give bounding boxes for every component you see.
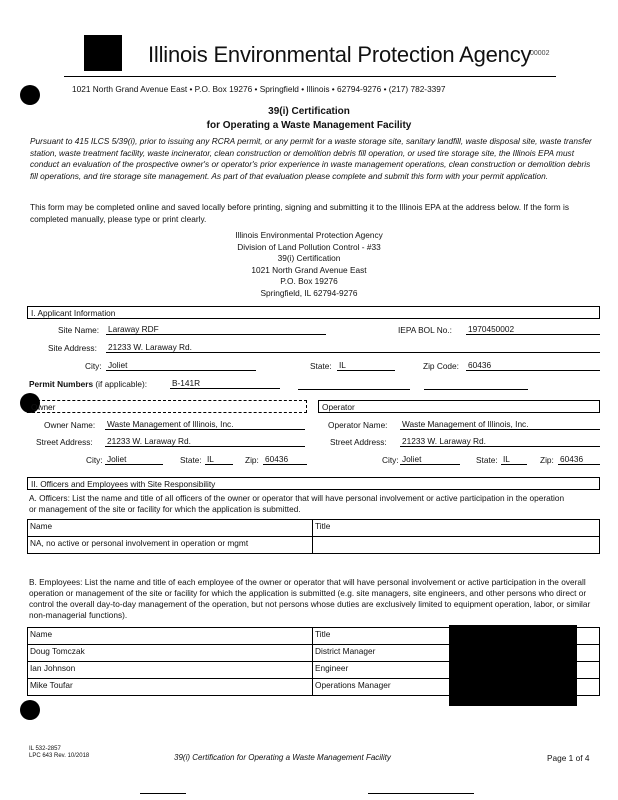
employee-title-cell[interactable]: District Manager bbox=[313, 645, 600, 662]
permit-label-text: Permit Numbers bbox=[29, 379, 94, 389]
form-title: 39(i) Certification bbox=[268, 106, 350, 117]
mail-line: 1021 North Grand Avenue East bbox=[251, 264, 367, 275]
operator-state-field[interactable]: IL bbox=[501, 454, 527, 465]
operator-heading bbox=[318, 400, 600, 413]
site-name-field[interactable]: Laraway RDF bbox=[106, 324, 326, 335]
footer-rule bbox=[140, 793, 186, 794]
form-id bbox=[29, 746, 89, 760]
section1-heading bbox=[27, 306, 600, 319]
section2-heading-text: II. Officers and Employees with Site Responsibility bbox=[31, 479, 216, 489]
table-row bbox=[28, 537, 600, 554]
column-header-title: Title bbox=[313, 628, 600, 645]
owner-street-label: Street Address: bbox=[36, 437, 93, 447]
operator-city-field[interactable]: Joliet bbox=[400, 454, 460, 465]
city-field[interactable]: Joliet bbox=[106, 360, 256, 371]
operator-state-label: State: bbox=[476, 455, 498, 465]
mail-line: P.O. Box 19276 bbox=[280, 276, 338, 287]
owner-state-label: State: bbox=[180, 455, 202, 465]
owner-zip-field[interactable]: 60436 bbox=[263, 454, 307, 465]
punch-hole bbox=[20, 85, 40, 105]
permit-field[interactable]: B-141R bbox=[170, 378, 280, 389]
bol-field[interactable]: 1970450002 bbox=[466, 324, 600, 335]
site-address-label: Site Address: bbox=[48, 343, 97, 353]
employee-title-cell[interactable]: Engineer bbox=[313, 662, 600, 679]
form-subtitle: for Operating a Waste Management Facility bbox=[206, 120, 412, 131]
operator-zip-field[interactable]: 60436 bbox=[558, 454, 600, 465]
agency-address: 1021 North Grand Avenue East • P.O. Box 19276 • Springfield • Illinois • 62794-9276 • (217) 782-3397 bbox=[72, 84, 446, 94]
page-mark: 00002 bbox=[530, 50, 550, 57]
form-id-line: IL 532-2857 bbox=[29, 746, 61, 752]
site-address-field[interactable]: 21233 W. Laraway Rd. bbox=[106, 342, 600, 353]
owner-heading-text: Owner bbox=[31, 402, 56, 412]
instructions-paragraph: This form may be completed online and saved locally before printing, signing and submitting it to the Illinois EPA at the address below. If the form is completed manually, please type or print clearly. bbox=[30, 202, 569, 224]
state-field[interactable]: IL bbox=[337, 360, 395, 371]
employee-name-cell[interactable]: Doug Tomczak bbox=[28, 645, 313, 662]
owner-zip-label: Zip: bbox=[245, 455, 259, 465]
officers-instructions: A. Officers: List the name and title of all officers of the owner or operator that will have personal involvement or active participation in the operation or management of the site or facility for which the application is submitted. bbox=[29, 493, 565, 514]
permit-field-3[interactable] bbox=[424, 389, 528, 390]
owner-city-label: City: bbox=[86, 455, 103, 465]
mail-line: 39(i) Certification bbox=[277, 253, 341, 264]
table-header-row bbox=[28, 520, 600, 537]
permit-field-2[interactable] bbox=[298, 389, 410, 390]
operator-name-label: Operator Name: bbox=[328, 420, 388, 430]
operator-name-field[interactable]: Waste Management of Illinois, Inc. bbox=[400, 419, 600, 430]
agency-name: Illinois Environmental Protection Agency bbox=[148, 42, 532, 67]
header-rule bbox=[64, 76, 556, 77]
column-header-name: Name bbox=[28, 520, 313, 537]
column-header-title: Title bbox=[313, 520, 600, 537]
employees-instructions: B. Employees: List the name and title of each employee of the owner or operator that will have personal involvement or active participation in the overall operation or management of the site or facility for which the application is submitted (e.g. site managers, site engineers, and other persons who direct or control the overall day-to-day management of the operation, but not persons whose duties are exclusively limited to equipment operation, labor, or similar non-managerial functions). bbox=[29, 577, 591, 620]
operator-city-label: City: bbox=[382, 455, 399, 465]
footer-rule bbox=[368, 793, 474, 794]
bol-label: IEPA BOL No.: bbox=[398, 325, 452, 335]
agency-logo bbox=[84, 35, 122, 71]
mailing-address bbox=[0, 230, 618, 300]
permit-label bbox=[29, 379, 147, 389]
column-header-name: Name bbox=[28, 628, 313, 645]
zip-field[interactable]: 60436 bbox=[466, 360, 600, 371]
officer-title-cell[interactable] bbox=[313, 537, 600, 554]
state-label: State: bbox=[310, 361, 332, 371]
footer-title: 39(i) Certification for Operating a Waste Management Facility bbox=[174, 753, 391, 762]
punch-hole bbox=[20, 700, 40, 720]
form-revision-line: LPC 643 Rev. 10/2018 bbox=[29, 753, 90, 759]
owner-city-field[interactable]: Joliet bbox=[105, 454, 163, 465]
zip-label: Zip Code: bbox=[423, 361, 459, 371]
page-number: Page 1 of 4 bbox=[547, 753, 590, 763]
section1-heading-text: I. Applicant Information bbox=[31, 308, 116, 318]
owner-state-field[interactable]: IL bbox=[205, 454, 233, 465]
officers-table bbox=[27, 519, 600, 554]
mail-line: Illinois Environmental Protection Agency bbox=[235, 230, 383, 240]
mail-line: Division of Land Pollution Control - #33 bbox=[237, 241, 381, 252]
employee-name-cell[interactable]: Mike Toufar bbox=[28, 679, 313, 696]
operator-zip-label: Zip: bbox=[540, 455, 554, 465]
employee-name-cell[interactable]: Ian Johnson bbox=[28, 662, 313, 679]
section2-heading bbox=[27, 477, 600, 490]
operator-street-label: Street Address: bbox=[330, 437, 387, 447]
owner-name-field[interactable]: Waste Management of Illinois, Inc. bbox=[105, 419, 305, 430]
site-name-label: Site Name: bbox=[58, 325, 100, 335]
owner-street-field[interactable]: 21233 W. Laraway Rd. bbox=[105, 436, 305, 447]
intro-paragraph: Pursuant to 415 ILCS 5/39(i), prior to issuing any RCRA permit, or any permit for a waste storage site, sanitary landfill, waste disposal site, waste transfer station, waste treatment facility, waste incinerator, clean construction or demolition debris fill operation, or used tire storage site, the Illinois EPA must conduct an evaluation of the prospective owner's or operator's prior experience in waste management operations, clean construction or demolition debris fill operations, and tire storage site management. As part of that evaluation please complete and submit this form with your permit application. bbox=[30, 136, 592, 181]
permit-label-sub: (if applicable): bbox=[95, 379, 148, 389]
owner-name-label: Owner Name: bbox=[44, 420, 96, 430]
officer-name-cell[interactable]: NA, no active or personal involvement in operation or mgmt bbox=[28, 537, 313, 554]
owner-heading bbox=[27, 400, 307, 413]
employee-title-cell[interactable]: Operations Manager bbox=[313, 679, 600, 696]
city-label: City: bbox=[85, 361, 102, 371]
mail-line: Springfield, IL 62794-9276 bbox=[260, 287, 358, 298]
operator-street-field[interactable]: 21233 W. Laraway Rd. bbox=[400, 436, 600, 447]
redaction-block bbox=[449, 625, 577, 706]
operator-heading-text: Operator bbox=[322, 402, 355, 412]
